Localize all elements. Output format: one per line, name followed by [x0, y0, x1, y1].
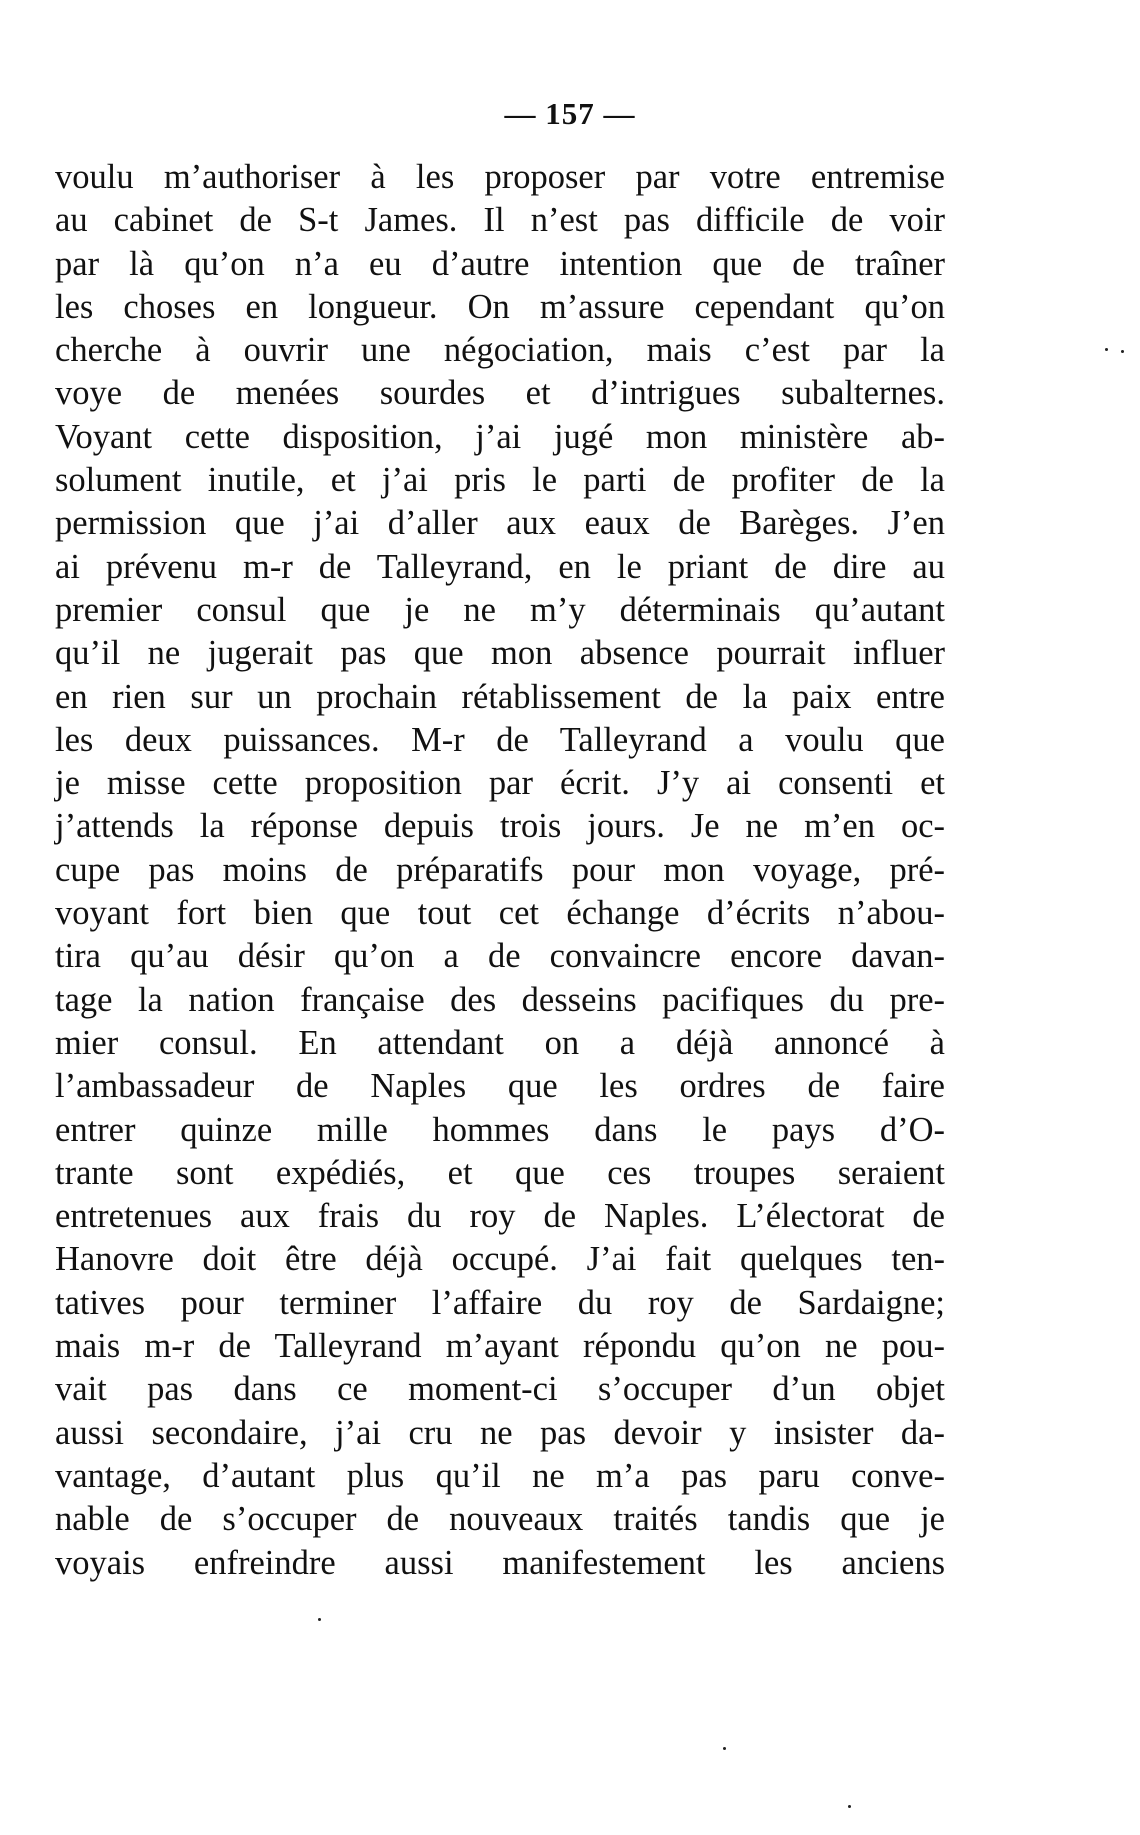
text-line: voyant fort bien que tout cet échange d’écrits n’abou-	[55, 894, 945, 933]
print-speck	[1105, 348, 1108, 351]
text-line: vait pas dans ce moment-ci s’occuper d’un objet	[55, 1370, 945, 1409]
text-line: je misse cette proposition par écrit. J’y ai consenti et	[55, 764, 945, 803]
text-line: cherche à ouvrir une négociation, mais c’est par la	[55, 331, 945, 370]
text-line: entrer quinze mille hommes dans le pays d’O-	[55, 1110, 945, 1149]
text-line: j’attends la réponse depuis trois jours. Je ne m’en oc-	[55, 807, 945, 846]
page-number: — 157 —	[504, 96, 636, 131]
text-line: trante sont expédiés, et que ces troupes seraient	[55, 1153, 945, 1192]
text-line: Hanovre doit être déjà occupé. J’ai fait quelques ten-	[55, 1240, 945, 1279]
text-line: l’ambassadeur de Naples que les ordres de faire	[55, 1067, 945, 1106]
text-line: solument inutile, et j’ai pris le parti de profiter de la	[55, 461, 945, 500]
print-speck	[848, 1805, 851, 1808]
body-text	[55, 156, 945, 1585]
text-line: aussi secondaire, j’ai cru ne pas devoir y insister da-	[55, 1413, 945, 1452]
print-speck	[1121, 350, 1124, 353]
text-line: qu’il ne jugerait pas que mon absence pourrait influer	[55, 634, 945, 673]
text-line: tira qu’au désir qu’on a de convaincre encore davan-	[55, 937, 945, 976]
text-line: en rien sur un prochain rétablissement de la paix entre	[55, 677, 945, 716]
text-line: les choses en longueur. On m’assure cependant qu’on	[55, 287, 945, 326]
text-line: vantage, d’autant plus qu’il ne m’a pas paru conve-	[55, 1456, 945, 1495]
text-line: mier consul. En attendant on a déjà annoncé à	[55, 1023, 945, 1062]
print-speck	[723, 1747, 726, 1750]
print-speck	[318, 1618, 321, 1621]
text-line: tatives pour terminer l’affaire du roy de Sardaigne;	[55, 1283, 945, 1322]
text-line: cupe pas moins de préparatifs pour mon voyage, pré-	[55, 850, 945, 889]
text-line: par là qu’on n’a eu d’autre intention que de traîner	[55, 244, 945, 283]
text-line: voyais enfreindre aussi manifestement les anciens	[55, 1543, 945, 1582]
text-line: voye de menées sourdes et d’intrigues subalternes.	[55, 374, 945, 413]
text-line: tage la nation française des desseins pacifiques du pre-	[55, 980, 945, 1019]
text-line: entretenues aux frais du roy de Naples. L’électorat de	[55, 1197, 945, 1236]
text-line: permission que j’ai d’aller aux eaux de Barèges. J’en	[55, 504, 945, 543]
text-line: au cabinet de S-t James. Il n’est pas difficile de voir	[55, 201, 945, 240]
text-line: nable de s’occuper de nouveaux traités tandis que je	[55, 1500, 945, 1539]
text-line: ai prévenu m-r de Talleyrand, en le priant de dire au	[55, 547, 945, 586]
text-line: les deux puissances. M-r de Talleyrand a voulu que	[55, 720, 945, 759]
text-line: voulu m’authoriser à les proposer par votre entremise	[55, 158, 945, 196]
text-line: mais m-r de Talleyrand m’ayant répondu qu’on ne pou-	[55, 1327, 945, 1366]
text-line: Voyant cette disposition, j’ai jugé mon ministère ab-	[55, 417, 945, 456]
text-line: premier consul que je ne m’y déterminais qu’autant	[55, 590, 945, 629]
